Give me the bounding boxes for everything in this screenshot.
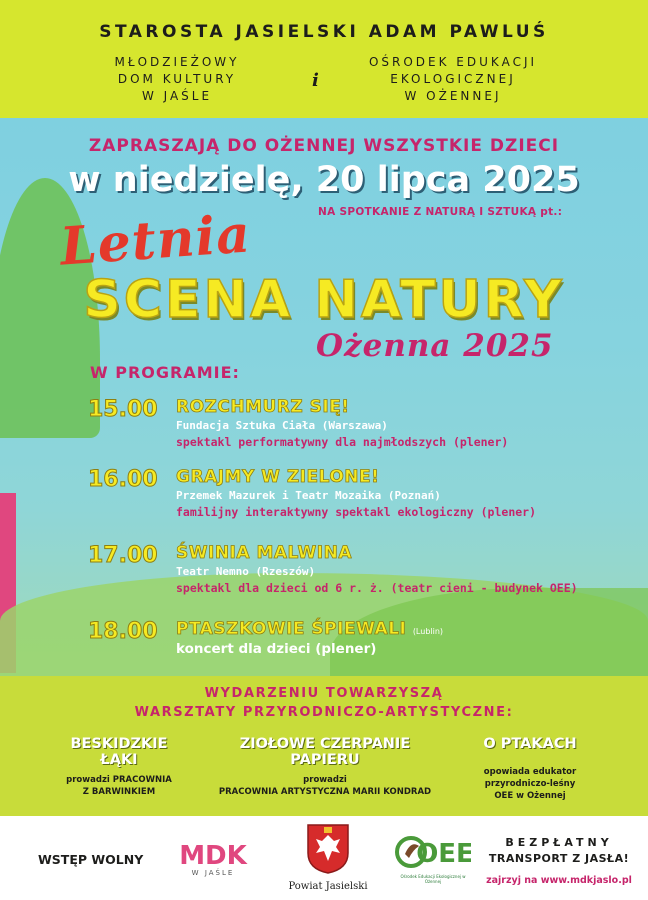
workshop-item	[440, 736, 620, 802]
event-performer: Przemek Mazurek i Teatr Mozaika (Poznań)	[176, 489, 441, 502]
workshop-title: O PTAKACH	[483, 736, 577, 752]
event-performer: Teatr Nemno (Rzeszów)	[176, 565, 316, 578]
transport-info	[474, 836, 644, 886]
org-mdk	[72, 54, 282, 105]
workshop-leader-line: OEE w Ożennej	[494, 791, 566, 801]
workshop-leader	[440, 766, 620, 802]
oee-caption: Ośrodek Edukacji Ekologicznej w Ożennej	[400, 874, 466, 884]
workshop-leader	[44, 774, 194, 798]
transport-free: BEZPŁATNY	[505, 836, 613, 849]
mdk-logo-text: MDK	[179, 841, 247, 871]
event-time: 18.00	[88, 619, 158, 644]
mdk-logo-icon	[175, 838, 251, 878]
event-time: 15.00	[88, 397, 158, 422]
invite-line: ZAPRASZAJĄ DO OŻENNEJ WSZYSTKIE DZIECI	[88, 136, 560, 156]
workshop-item	[205, 736, 445, 798]
org-mdk-line: W JAŚLE	[141, 89, 213, 103]
workshop-title: PAPIERU	[290, 752, 360, 768]
event-time: 16.00	[88, 467, 158, 492]
title-letnia: Letnia	[58, 203, 253, 278]
org-oee-line: OŚRODEK EDUKACJI	[368, 55, 538, 69]
workshop-title: BESKIDZKIE	[70, 736, 168, 752]
event-title	[176, 619, 443, 639]
org-oee-line: W OŻENNEJ	[404, 89, 502, 103]
workshop-leader-line: Z BARWINKIEM	[82, 787, 156, 797]
title-ozenna: Ożenna 2025	[316, 328, 554, 364]
mdk-logo-sub: W JAŚLE	[191, 869, 235, 877]
org-oee	[348, 54, 558, 105]
event-description: familijny interaktywny spektakl ekologiczny (plener)	[176, 505, 537, 519]
workshop-leader-line: PRACOWNIA ARTYSTYCZNA MARII KONDRAD	[218, 787, 432, 797]
website-link[interactable]: zajrzyj na www.mdkjaslo.pl	[486, 875, 632, 886]
workshop-leader-line: opowiada edukator	[483, 767, 577, 777]
event-time: 17.00	[88, 543, 158, 568]
org-mdk-line: DOM KULTURY	[117, 72, 237, 86]
workshop-item	[44, 736, 194, 798]
workshop-leader-line: prowadzi PRACOWNIA	[66, 775, 172, 785]
program-heading: W PROGRAMIE:	[90, 363, 240, 382]
org-oee-line: EKOLOGICZNEJ	[390, 72, 516, 86]
workshop-leader-line: prowadzi	[303, 775, 347, 785]
event-title: GRAJMY W ZIELONE!	[176, 467, 380, 487]
event-title: ŚWINIA MALWINA	[176, 543, 352, 563]
event-title: ROZCHMURZ SIĘ!	[176, 397, 350, 417]
event-performer: Fundacja Sztuka Ciała (Warszawa)	[176, 419, 388, 432]
meeting-line: NA SPOTKANIE Z NATURĄ I SZTUKĄ pt.:	[318, 206, 563, 218]
transport-from: TRANSPORT Z JASŁA!	[488, 852, 630, 865]
oee-logo-text: OEE	[416, 839, 471, 869]
event-date: w niedzielę, 20 lipca 2025	[68, 160, 580, 200]
event-description: spektakl dla dzieci od 6 r. ż. (teatr cieni - budynek OEE)	[176, 581, 578, 595]
workshop-leader-line: przyrodniczo-leśny	[484, 779, 576, 789]
event-description: koncert dla dzieci (plener)	[176, 641, 377, 657]
conjunction: i	[312, 70, 319, 91]
event-title-text: PTASZKOWIE ŚPIEWALI	[176, 619, 407, 639]
workshop-title: ZIOŁOWE CZERPANIE	[239, 736, 411, 752]
oee-logo-icon	[395, 834, 471, 870]
powiat-label: Powiat Jasielski	[288, 881, 368, 892]
coat-of-arms-icon	[306, 823, 350, 875]
event-city-note: (Lublin)	[412, 627, 444, 636]
free-entry: WSTĘP WOLNY	[38, 852, 144, 867]
oee-logo	[395, 834, 471, 884]
workshops-heading-line: WYDARZENIU TOWARZYSZĄ	[204, 686, 444, 701]
event-description: spektakl performatywny dla najmłodszych (plener)	[176, 435, 509, 449]
workshops-heading-line: WARSZTATY PRZYRODNICZO-ARTYSTYCZNE:	[134, 705, 514, 720]
org-mdk-line: MŁODZIEŻOWY	[114, 55, 240, 69]
powiat-logo	[283, 823, 373, 892]
workshop-leader	[205, 774, 445, 798]
workshops-heading	[0, 684, 648, 722]
patron-title: STAROSTA JASIELSKI ADAM PAWLUŚ	[99, 22, 549, 42]
workshop-title: ŁĄKI	[100, 752, 138, 768]
title-scena-natury: SCENA NATURY	[83, 270, 565, 330]
